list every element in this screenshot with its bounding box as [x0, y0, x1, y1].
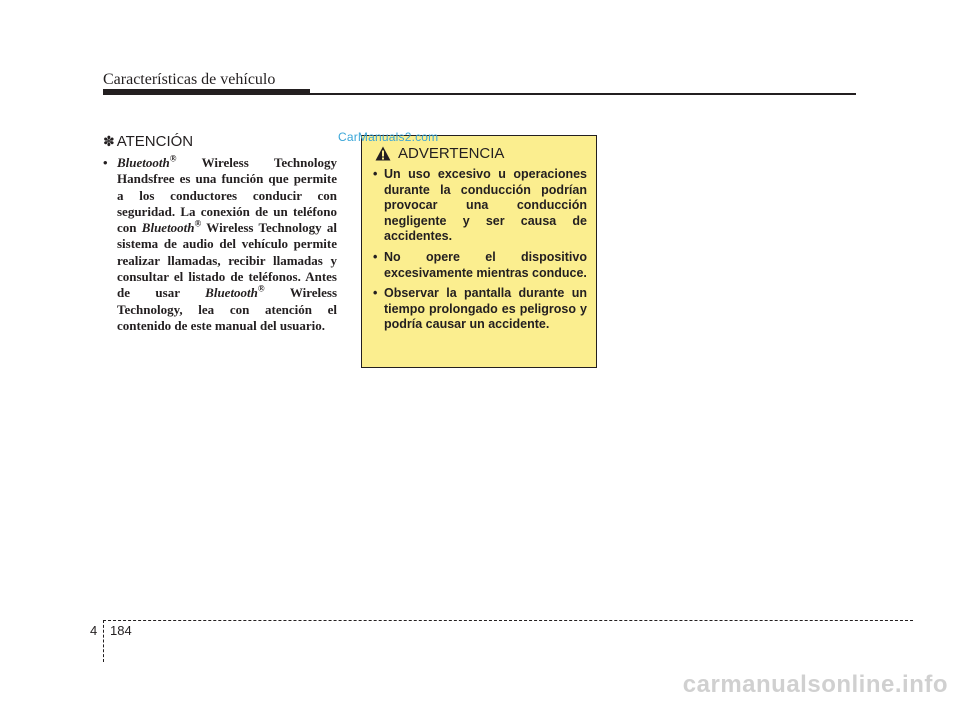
warning-title-label: ADVERTENCIA: [398, 145, 505, 162]
warning-item-text: No opere el dispositivo excesivamente mientras conduce.: [384, 249, 587, 280]
bullet-icon: •: [103, 155, 108, 170]
asterisk-icon: ✽: [103, 133, 115, 149]
site-watermark: carmanualsonline.info: [682, 671, 948, 698]
caution-text-2: Wireless Technology al sistema de audio del vehículo permite realizar llamadas, recibir llamadas y consultar el listado de teléfonos. Antes de usar: [117, 220, 337, 301]
warning-title: [375, 145, 587, 162]
warning-box: [361, 135, 597, 368]
registered-mark: ®: [169, 153, 177, 164]
caution-text-3: Wireless Technology, lea con atención el contenido de este manual del usuario.: [117, 285, 337, 333]
bluetooth-brand: Bluetooth: [117, 155, 170, 170]
caution-text-1: Wireless Technology Handsfree es una función que permite a los conductores conducir con seguridad. La conexión de un teléfono con: [117, 155, 337, 236]
bluetooth-brand: Bluetooth: [141, 220, 195, 236]
section-title: Características de vehículo: [103, 71, 276, 88]
caution-heading-label: ATENCIÓN: [116, 133, 194, 150]
warning-triangle-icon: [375, 146, 391, 161]
caution-heading: [103, 133, 337, 150]
bullet-icon: •: [373, 286, 378, 301]
page-number: 184: [110, 623, 132, 638]
warning-list: [373, 167, 587, 333]
footer-dashed-rule: [103, 620, 913, 621]
warning-item-text: Observar la pantalla durante un tiempo prolongado es peligroso y podría causar un accidente.: [384, 286, 587, 332]
warning-item: [373, 250, 587, 281]
caution-section: [103, 133, 337, 334]
registered-mark: ®: [194, 218, 202, 229]
warning-item: [373, 286, 587, 333]
bluetooth-brand: Bluetooth: [205, 285, 258, 301]
header-rule: [103, 93, 856, 95]
warning-item: [373, 167, 587, 245]
bullet-icon: •: [373, 167, 378, 181]
footer-vertical-rule: [103, 620, 104, 662]
chapter-number: 4: [90, 623, 98, 638]
caution-paragraph: [103, 155, 337, 334]
registered-mark: ®: [257, 284, 265, 295]
warning-item-text: Un uso excesivo u operaciones durante la conducción podrían provocar una conducción negligente y ser causa de accidentes.: [384, 167, 587, 244]
bullet-icon: •: [373, 249, 378, 264]
carmanuals-watermark: CarManuals2.com: [338, 130, 439, 144]
